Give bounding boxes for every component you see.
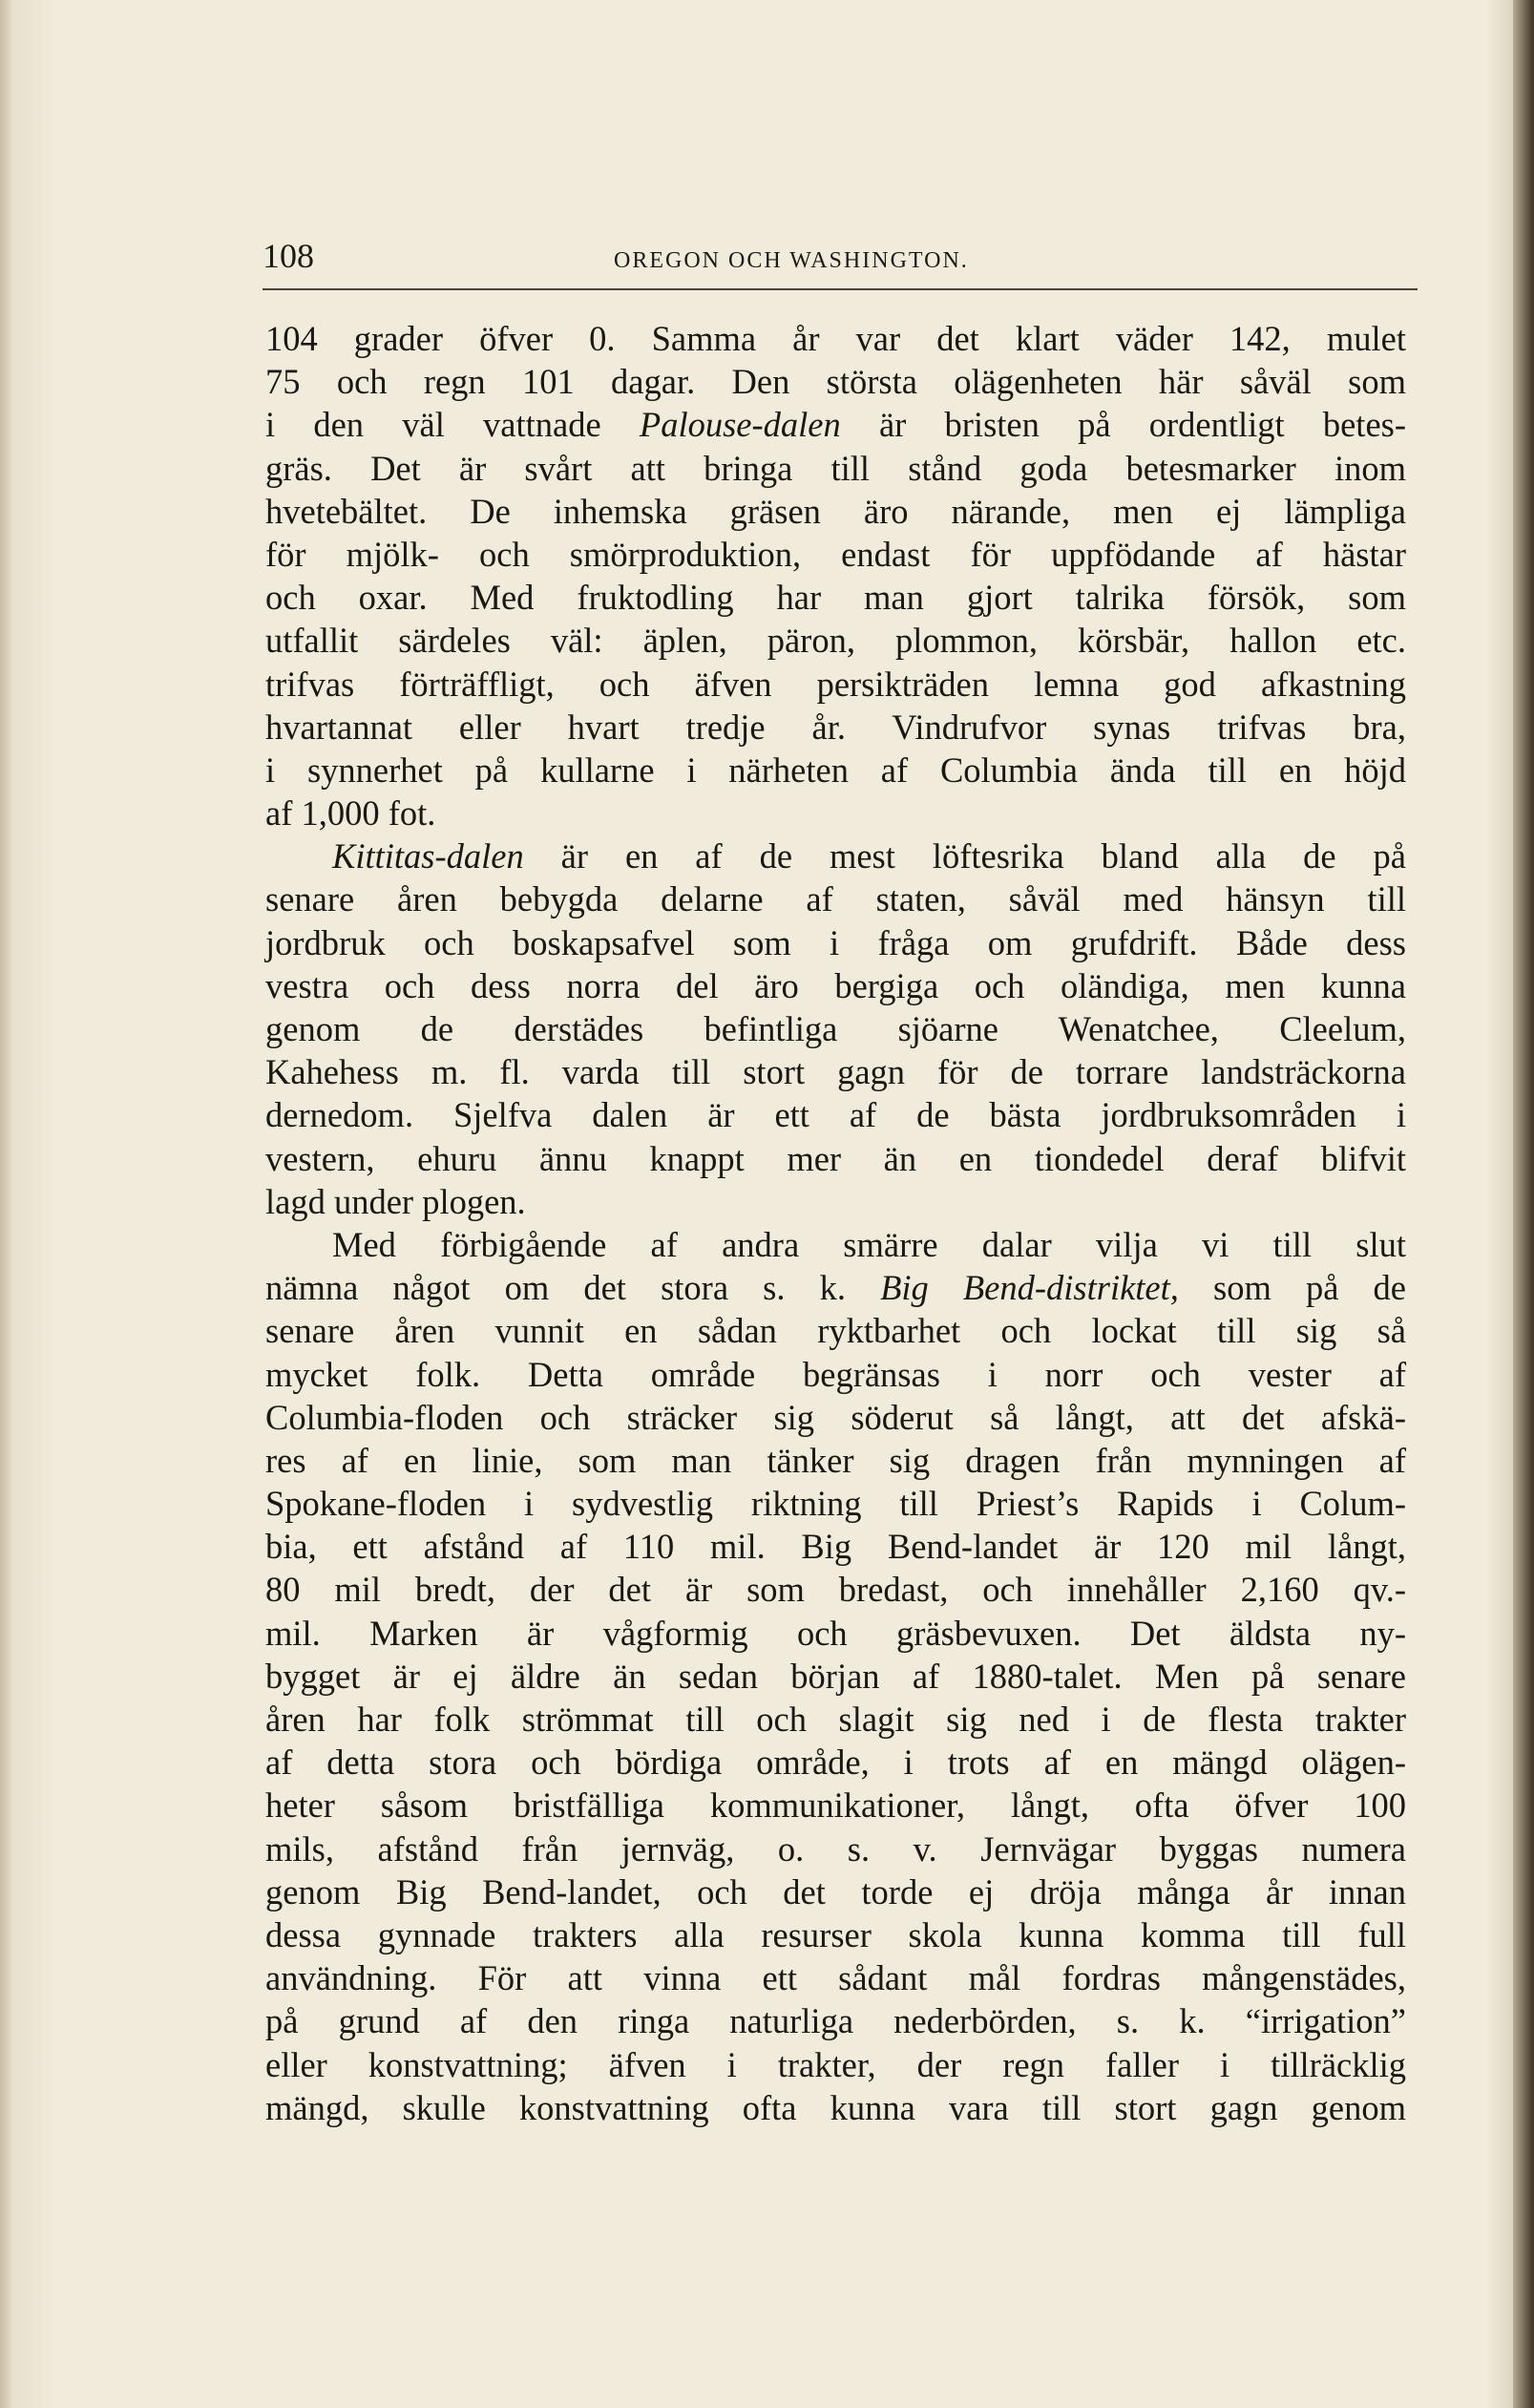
text-run: Spokane-floden i sydvestlig riktning till Priest’s Rapids i Colum- (265, 1484, 1406, 1524)
text-run: åren har folk strömmat till och slagit sig ned i de flesta trakter (265, 1700, 1406, 1739)
text-run: 104 grader öfver 0. Samma år var det klart väder 142, mulet (265, 319, 1406, 358)
text-line (265, 1612, 1406, 1655)
text-line (265, 2086, 1406, 2129)
text-run: på grund af den ringa naturliga nederbörden, s. k. “irrigation” (265, 2001, 1406, 2041)
text-run: trifvas förträffligt, och äfven persikträden lemna god afkastning (265, 664, 1406, 704)
text-line (265, 749, 1406, 792)
text-line (265, 1568, 1406, 1611)
text-run: användning. För att vinna ett sådant mål fordras mångenstädes, (265, 1958, 1406, 1998)
text-line (265, 1741, 1406, 1784)
text-line (265, 576, 1406, 619)
text-line (265, 619, 1406, 662)
text-run: utfallit särdeles väl: äplen, päron, plommon, körsbär, hallon etc. (265, 621, 1406, 661)
text-run: är bristen på ordentligt betes- (840, 405, 1406, 445)
italic-term: Palouse-dalen (639, 405, 841, 445)
text-run: mycket folk. Detta område begränsas i norr och vester af (265, 1354, 1406, 1394)
text-line (265, 2043, 1406, 2086)
text-line (265, 1266, 1406, 1309)
body-text (265, 317, 1406, 2129)
italic-term: Big Bend-distriktet, (880, 1268, 1179, 1308)
text-run: Columbia-floden och sträcker sig söderut så långt, att det afskä- (265, 1397, 1406, 1437)
text-line (265, 1223, 1406, 1266)
text-line (265, 1655, 1406, 1698)
text-run: res af en linie, som man tänker sig dragen från mynningen af (265, 1440, 1406, 1480)
text-line (265, 447, 1406, 490)
italic-term: Kittitas-dalen (332, 836, 524, 877)
running-title: OREGON OCH WASHINGTON. (614, 248, 969, 273)
text-line (265, 1913, 1406, 1956)
text-line (265, 663, 1406, 706)
text-line (265, 1353, 1406, 1396)
text-line (265, 1137, 1406, 1180)
text-line (265, 1784, 1406, 1827)
running-head (263, 237, 1418, 275)
text-line (265, 834, 1406, 877)
text-line (265, 1007, 1406, 1050)
text-line (265, 1956, 1406, 1999)
text-run: senare åren bebygda delarne af staten, såväl med hänsyn till (265, 879, 1406, 919)
text-run: för mjölk- och smörproduktion, endast för uppfödande af hästar (265, 534, 1406, 574)
text-run: i synnerhet på kullarne i närheten af Columbia ända till en höjd (265, 750, 1406, 790)
text-run: af 1,000 fot. (265, 793, 436, 834)
text-run: lagd under plogen. (265, 1181, 526, 1221)
text-line (265, 1482, 1406, 1525)
text-run: Med förbigående af andra smärre dalar vilja vi till slut (332, 1224, 1406, 1264)
text-line (265, 792, 1406, 834)
text-line (265, 1698, 1406, 1741)
text-line (265, 1180, 1406, 1223)
text-line (265, 317, 1406, 360)
page-gutter-shadow (0, 0, 13, 2408)
header-rule (263, 288, 1418, 290)
text-run: heter såsom bristfälliga kommunikationer, långt, ofta öfver 100 (265, 1785, 1406, 1826)
text-run: vestern, ehuru ännu knappt mer än en tiondedel deraf blifvit (265, 1138, 1406, 1178)
text-line (265, 921, 1406, 964)
text-line (265, 490, 1406, 533)
text-run: och oxar. Med fruktodling har man gjort talrika försök, som (265, 578, 1406, 618)
text-run: hvartannat eller hvart tredje år. Vindrufvor synas trifvas bra, (265, 707, 1406, 747)
text-run: dessa gynnade trakters alla resurser skola kunna komma till full (265, 1914, 1406, 1954)
text-line (265, 1525, 1406, 1568)
text-run: mils, afstånd från jernväg, o. s. v. Jernvägar byggas numera (265, 1828, 1406, 1869)
page-number: 108 (263, 237, 314, 275)
text-run: af detta stora och bördiga område, i trots af en mängd olägen- (265, 1743, 1406, 1783)
text-run: dernedom. Sjelfva dalen är ett af de bästa jordbruksområden i (265, 1095, 1406, 1135)
text-run: hvetebältet. De inhemska gräsen äro närande, men ej lämpliga (265, 491, 1406, 531)
page-edge-shadow (1513, 0, 1534, 2408)
text-run: senare åren vunnit en sådan ryktbarhet och lockat till sig så (265, 1311, 1406, 1351)
text-run: som på de (1178, 1268, 1406, 1308)
text-line (265, 964, 1406, 1007)
text-run: Kahehess m. fl. varda till stort gagn för de torrare landsträckorna (265, 1052, 1406, 1092)
text-line (265, 1827, 1406, 1870)
text-run: gräs. Det är svårt att bringa till stånd goda betesmarker inom (265, 448, 1406, 488)
text-run: är en af de mest löftesrika bland alla de på (523, 836, 1406, 877)
text-run: mängd, skulle konstvattning ofta kunna vara till stort gagn genom (265, 2087, 1406, 2127)
text-run: nämna något om det stora s. k. (265, 1268, 881, 1308)
text-run: bygget är ej äldre än sedan början af 1880-talet. Men på senare (265, 1656, 1406, 1696)
text-run: bia, ett afstånd af 110 mil. Big Bend-landet är 120 mil långt, (265, 1527, 1406, 1567)
text-run: i den väl vattnade (265, 405, 640, 445)
text-run: mil. Marken är vågformig och gräsbevuxen. Det äldsta ny- (265, 1613, 1406, 1653)
text-line (265, 1050, 1406, 1093)
text-line (265, 1870, 1406, 1913)
text-line (265, 1396, 1406, 1439)
text-line (265, 877, 1406, 920)
text-run: eller konstvattning; äfven i trakter, der regn faller i tillräcklig (265, 2044, 1406, 2084)
text-line (265, 1999, 1406, 2042)
text-run: genom Big Bend-landet, och det torde ej dröja många år innan (265, 1871, 1406, 1912)
text-run: 80 mil bredt, der det är som bredast, och innehåller 2,160 qv.- (265, 1570, 1406, 1610)
text-line (265, 533, 1406, 576)
text-line (265, 403, 1406, 446)
text-line (265, 360, 1406, 403)
text-line (265, 1093, 1406, 1136)
text-run: vestra och dess norra del äro bergiga och oländiga, men kunna (265, 965, 1406, 1005)
text-line (265, 1439, 1406, 1482)
text-line (265, 706, 1406, 749)
text-run: 75 och regn 101 dagar. Den största olägenheten här såväl som (265, 362, 1406, 402)
text-run: jordbruk och boskapsafvel som i fråga om grufdrift. Både dess (265, 922, 1406, 962)
text-line (265, 1309, 1406, 1352)
text-run: genom de derstädes befintliga sjöarne Wenatchee, Cleelum, (265, 1009, 1406, 1048)
